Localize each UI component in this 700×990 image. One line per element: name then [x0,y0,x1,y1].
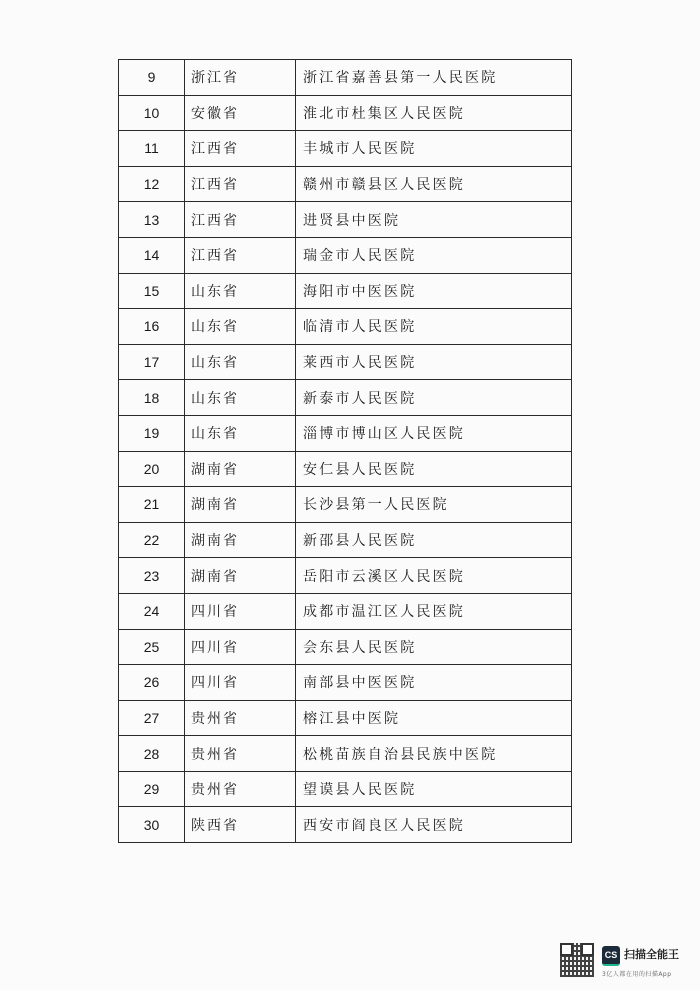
app-name: 扫描全能王 [624,948,679,961]
hospital-name-cell: 成都市温江区人民医院 [296,593,572,629]
province-cell: 山东省 [185,380,296,416]
province-cell: 四川省 [185,665,296,701]
qr-code-icon [560,943,594,977]
table-row [119,131,572,167]
hospital-name-cell: 莱西市人民医院 [296,344,572,380]
row-number: 14 [119,237,185,273]
row-number: 9 [119,60,185,96]
hospital-name-cell: 岳阳市云溪区人民医院 [296,558,572,594]
row-number: 23 [119,558,185,594]
table-row [119,309,572,345]
province-cell: 江西省 [185,131,296,167]
app-tagline: 3亿人都在用的扫描App [602,971,672,978]
table-row [119,380,572,416]
row-number: 26 [119,665,185,701]
table-row [119,451,572,487]
province-cell: 贵州省 [185,700,296,736]
hospital-name-cell: 南部县中医医院 [296,665,572,701]
hospital-name-cell: 进贤县中医院 [296,202,572,238]
hospital-name-cell: 榕江县中医院 [296,700,572,736]
hospital-name-cell: 松桃苗族自治县民族中医院 [296,736,572,772]
province-cell: 山东省 [185,415,296,451]
hospital-name-cell: 赣州市赣县区人民医院 [296,166,572,202]
row-number: 10 [119,95,185,131]
table-row [119,700,572,736]
table-row [119,665,572,701]
row-number: 20 [119,451,185,487]
table-row [119,558,572,594]
province-cell: 湖南省 [185,558,296,594]
row-number: 12 [119,166,185,202]
hospital-name-cell: 望谟县人民医院 [296,771,572,807]
hospital-list-table [118,59,572,843]
hospital-name-cell: 新邵县人民医院 [296,522,572,558]
province-cell: 山东省 [185,273,296,309]
province-cell: 安徽省 [185,95,296,131]
table-row [119,771,572,807]
table-row [119,95,572,131]
row-number: 25 [119,629,185,665]
province-cell: 四川省 [185,629,296,665]
row-number: 17 [119,344,185,380]
hospital-name-cell: 海阳市中医医院 [296,273,572,309]
hospital-name-cell: 安仁县人民医院 [296,451,572,487]
row-number: 13 [119,202,185,238]
hospital-name-cell: 长沙县第一人民医院 [296,487,572,523]
table-row [119,807,572,843]
table-row [119,202,572,238]
row-number: 11 [119,131,185,167]
table-row [119,344,572,380]
row-number: 21 [119,487,185,523]
row-number: 18 [119,380,185,416]
row-number: 27 [119,700,185,736]
province-cell: 浙江省 [185,60,296,96]
row-number: 22 [119,522,185,558]
hospital-name-cell: 西安市阎良区人民医院 [296,807,572,843]
hospital-name-cell: 新泰市人民医院 [296,380,572,416]
province-cell: 山东省 [185,344,296,380]
hospital-name-cell: 会东县人民医院 [296,629,572,665]
row-number: 19 [119,415,185,451]
hospital-name-cell: 瑞金市人民医院 [296,237,572,273]
hospital-name-cell: 丰城市人民医院 [296,131,572,167]
province-cell: 四川省 [185,593,296,629]
province-cell: 贵州省 [185,736,296,772]
row-number: 24 [119,593,185,629]
table-row [119,415,572,451]
table-row [119,237,572,273]
row-number: 16 [119,309,185,345]
province-cell: 湖南省 [185,522,296,558]
table-row [119,487,572,523]
row-number: 29 [119,771,185,807]
province-cell: 江西省 [185,166,296,202]
camscanner-logo-icon: CS [602,946,620,966]
table-row [119,736,572,772]
table-row [119,273,572,309]
table-row [119,593,572,629]
row-number: 30 [119,807,185,843]
table-row [119,60,572,96]
row-number: 28 [119,736,185,772]
province-cell: 江西省 [185,237,296,273]
hospital-name-cell: 临清市人民医院 [296,309,572,345]
camscanner-watermark [558,940,698,984]
province-cell: 贵州省 [185,771,296,807]
table-row [119,166,572,202]
province-cell: 湖南省 [185,487,296,523]
province-cell: 江西省 [185,202,296,238]
province-cell: 陕西省 [185,807,296,843]
table-body [119,60,572,843]
hospital-name-cell: 浙江省嘉善县第一人民医院 [296,60,572,96]
row-number: 15 [119,273,185,309]
hospital-name-cell: 淄博市博山区人民医院 [296,415,572,451]
hospital-name-cell: 淮北市杜集区人民医院 [296,95,572,131]
province-cell: 湖南省 [185,451,296,487]
table-row [119,629,572,665]
table-row [119,522,572,558]
province-cell: 山东省 [185,309,296,345]
